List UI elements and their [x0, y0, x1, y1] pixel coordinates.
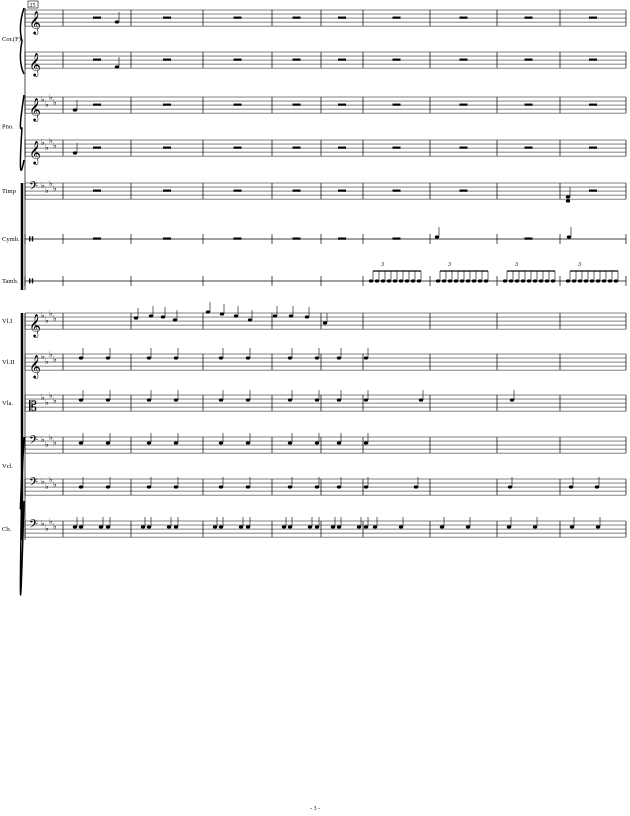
whole-rest	[525, 59, 533, 61]
whole-rest	[589, 147, 597, 149]
note-head	[373, 525, 377, 528]
whole-rest	[293, 104, 301, 106]
flat-icon: ♭	[45, 100, 49, 109]
whole-rest	[589, 104, 597, 106]
page-number: - 3 -	[310, 806, 320, 812]
tuplet-mark: 3	[448, 262, 451, 268]
note-head	[239, 525, 243, 528]
note-head	[364, 441, 368, 444]
clef-icon: 𝄢	[29, 434, 39, 450]
instrument-label-cb: Cb.	[2, 526, 12, 534]
whole-rest	[525, 104, 533, 106]
note-head	[106, 525, 110, 528]
whole-rest	[393, 147, 401, 149]
note-head	[466, 525, 470, 528]
note-head	[508, 485, 512, 488]
flat-icon: ♭	[41, 181, 45, 190]
instrument-label-pno: Pno.	[2, 123, 14, 131]
clef-icon: 𝄢	[29, 476, 39, 492]
note-head	[567, 235, 571, 238]
note-head	[566, 195, 570, 198]
flat-icon: ♭	[45, 482, 49, 491]
note-head	[566, 199, 570, 202]
note-head	[521, 279, 525, 282]
whole-rest	[525, 147, 533, 149]
whole-rest	[338, 17, 346, 19]
instrument-label-vl1: Vl.I	[2, 318, 13, 326]
instrument-label-cor: Cor.(F)	[2, 36, 21, 44]
flat-icon: ♭	[49, 350, 53, 359]
note-head	[288, 525, 292, 528]
clef-icon: 𝄥	[29, 232, 34, 248]
note-head	[448, 279, 452, 282]
whole-rest	[163, 104, 171, 106]
whole-rest	[234, 147, 242, 149]
whole-rest	[393, 104, 401, 106]
note-head	[161, 315, 165, 318]
whole-rest	[393, 17, 401, 19]
note-head	[288, 398, 292, 401]
note-head	[590, 279, 594, 282]
note-head	[399, 525, 403, 528]
note-head	[273, 314, 277, 317]
note-head	[381, 279, 385, 282]
note-head	[570, 525, 574, 528]
note-head	[174, 441, 178, 444]
flat-icon: ♭	[41, 138, 45, 147]
note-head	[173, 318, 177, 321]
whole-rest	[163, 147, 171, 149]
note-head	[308, 525, 312, 528]
whole-rest	[293, 17, 301, 19]
note-head	[578, 279, 582, 282]
note-head	[364, 398, 368, 401]
note-head	[219, 441, 223, 444]
flat-icon: ♭	[41, 519, 45, 528]
flat-icon: ♭	[53, 480, 57, 489]
note-head	[614, 279, 618, 282]
whole-rest	[338, 104, 346, 106]
note-head	[337, 398, 341, 401]
flat-icon: ♭	[41, 95, 45, 104]
notation	[29, 10, 618, 534]
note-head	[315, 356, 319, 359]
measure-number: 25	[29, 3, 36, 9]
note-head	[323, 321, 327, 324]
flat-icon: ♭	[49, 309, 53, 318]
note-head	[527, 279, 531, 282]
whole-rest	[234, 190, 242, 192]
tuplet-mark: 3	[578, 262, 581, 268]
note-head	[147, 485, 151, 488]
note-head	[106, 441, 110, 444]
note-head	[289, 314, 293, 317]
note-head	[364, 525, 368, 528]
instrument-label-tamb: Tamb.	[2, 278, 19, 285]
note-head	[246, 356, 250, 359]
whole-rest	[293, 190, 301, 192]
instrument-label-timp: Timp	[2, 188, 16, 196]
note-head	[584, 279, 588, 282]
clef-icon: 𝄢	[29, 180, 39, 196]
flat-icon: ♭	[41, 477, 45, 486]
flat-icon: ♭	[49, 391, 53, 400]
note-head	[219, 525, 223, 528]
note-head	[147, 356, 151, 359]
system-brackets	[20, 8, 25, 595]
note-head	[440, 525, 444, 528]
clef-icon: 𝄞	[29, 97, 41, 122]
note-head	[106, 356, 110, 359]
note-head	[79, 525, 83, 528]
note-head	[436, 279, 440, 282]
note-head	[466, 279, 470, 282]
flat-icon: ♭	[41, 435, 45, 444]
flat-icon: ♭	[53, 355, 57, 364]
whole-rest	[460, 59, 468, 61]
note-head	[147, 398, 151, 401]
note-head	[305, 315, 309, 318]
note-head	[115, 65, 119, 68]
note-head	[174, 485, 178, 488]
flat-icon: ♭	[45, 143, 49, 152]
clef-icon: 𝄡	[29, 399, 37, 416]
whole-rest	[393, 190, 401, 192]
note-head	[331, 525, 335, 528]
clef-icon: 𝄞	[29, 10, 41, 35]
note-head	[596, 525, 600, 528]
instrument-label-vl2: Vl.II	[2, 359, 15, 367]
note-head	[411, 279, 415, 282]
note-head	[414, 485, 418, 488]
note-head	[545, 279, 549, 282]
note-head	[167, 525, 171, 528]
note-head	[73, 108, 77, 111]
note-head	[608, 279, 612, 282]
note-head	[507, 525, 511, 528]
clef-icon: 𝄥	[29, 274, 34, 290]
note-head	[595, 485, 599, 488]
flat-icon: ♭	[45, 316, 49, 325]
note-head	[147, 441, 151, 444]
note-head	[315, 398, 319, 401]
note-head	[442, 279, 446, 282]
whole-rest	[589, 59, 597, 61]
whole-rest	[93, 238, 101, 240]
whole-rest	[163, 59, 171, 61]
flat-icon: ♭	[53, 141, 57, 150]
note-head	[337, 525, 341, 528]
note-head	[503, 279, 507, 282]
whole-rest	[293, 147, 301, 149]
whole-rest	[93, 190, 101, 192]
note-head	[337, 485, 341, 488]
clef-icon: 𝄞	[29, 52, 41, 77]
flat-icon: ♭	[45, 186, 49, 195]
note-head	[551, 279, 555, 282]
whole-rest	[93, 59, 101, 61]
note-head	[234, 314, 238, 317]
note-head	[282, 525, 286, 528]
note-head	[602, 279, 606, 282]
flat-icon: ♭	[45, 524, 49, 533]
whole-rest	[293, 238, 301, 240]
note-head	[99, 525, 103, 528]
note-head	[79, 441, 83, 444]
note-head	[596, 279, 600, 282]
note-head	[79, 356, 83, 359]
whole-rest	[338, 147, 346, 149]
flat-icon: ♭	[41, 393, 45, 402]
flat-icon: ♭	[45, 398, 49, 407]
note-head	[539, 279, 543, 282]
staves	[25, 10, 626, 537]
note-head	[315, 525, 319, 528]
note-head	[73, 525, 77, 528]
note-head	[246, 525, 250, 528]
note-head	[219, 485, 223, 488]
instrument-label-vcl: Vcl.	[2, 463, 14, 471]
note-head	[510, 398, 514, 401]
note-head	[387, 279, 391, 282]
whole-rest	[338, 59, 346, 61]
note-head	[364, 356, 368, 359]
note-head	[484, 279, 488, 282]
flat-icon: ♭	[49, 93, 53, 102]
note-head	[115, 20, 119, 23]
whole-rest	[93, 17, 101, 19]
whole-rest	[234, 17, 242, 19]
flat-icon: ♭	[45, 440, 49, 449]
note-head	[478, 279, 482, 282]
note-head	[219, 398, 223, 401]
whole-rest	[234, 238, 242, 240]
note-head	[149, 314, 153, 317]
clef-icon: 𝄢	[29, 518, 39, 534]
note-head	[454, 279, 458, 282]
flat-icon: ♭	[49, 136, 53, 145]
whole-rest	[234, 104, 242, 106]
note-head	[364, 485, 368, 488]
note-head	[357, 525, 361, 528]
note-head	[533, 525, 537, 528]
note-head	[393, 279, 397, 282]
flat-icon: ♭	[53, 184, 57, 193]
note-head	[79, 485, 83, 488]
whole-rest	[163, 238, 171, 240]
note-head	[288, 356, 292, 359]
note-head	[246, 398, 250, 401]
flat-icon: ♭	[41, 352, 45, 361]
note-head	[566, 279, 570, 282]
note-head	[73, 151, 77, 154]
whole-rest	[589, 17, 597, 19]
note-head	[375, 279, 379, 282]
flat-icon: ♭	[49, 433, 53, 442]
flat-icon: ♭	[53, 314, 57, 323]
note-head	[288, 441, 292, 444]
flat-icon: ♭	[49, 179, 53, 188]
note-head	[315, 441, 319, 444]
note-head	[369, 279, 373, 282]
flat-icon: ♭	[53, 522, 57, 531]
tuplet-mark: 3	[515, 262, 518, 268]
note-head	[472, 279, 476, 282]
note-head	[248, 318, 252, 321]
whole-rest	[460, 17, 468, 19]
flat-icon: ♭	[41, 311, 45, 320]
note-head	[435, 235, 439, 238]
note-head	[220, 312, 224, 315]
whole-rest	[93, 147, 101, 149]
note-head	[405, 279, 409, 282]
flat-icon: ♭	[49, 517, 53, 526]
note-head	[533, 279, 537, 282]
whole-rest	[460, 147, 468, 149]
note-head	[174, 356, 178, 359]
note-head	[106, 398, 110, 401]
whole-rest	[338, 238, 346, 240]
flat-icon: ♭	[53, 396, 57, 405]
whole-rest	[460, 190, 468, 192]
flat-icon: ♭	[53, 98, 57, 107]
note-head	[219, 356, 223, 359]
note-head	[79, 398, 83, 401]
clef-icon: 𝄞	[29, 140, 41, 165]
whole-rest	[525, 17, 533, 19]
note-head	[569, 485, 573, 488]
whole-rest	[293, 59, 301, 61]
clef-icon: 𝄞	[29, 354, 41, 379]
instrument-label-vla: Vla.	[2, 400, 14, 408]
whole-rest	[338, 190, 346, 192]
note-head	[147, 525, 151, 528]
whole-rest	[393, 238, 401, 240]
whole-rest	[93, 104, 101, 106]
whole-rest	[163, 17, 171, 19]
whole-rest	[234, 59, 242, 61]
note-head	[106, 485, 110, 488]
tuplet-mark: 3	[381, 262, 384, 268]
note-head	[419, 398, 423, 401]
note-head	[141, 525, 145, 528]
flat-icon: ♭	[53, 438, 57, 447]
clef-icon: 𝄞	[29, 313, 41, 338]
whole-rest	[393, 59, 401, 61]
note-head	[337, 356, 341, 359]
whole-rest	[460, 104, 468, 106]
note-head	[206, 310, 210, 313]
note-head	[460, 279, 464, 282]
whole-rest	[163, 190, 171, 192]
note-head	[315, 485, 319, 488]
note-head	[337, 441, 341, 444]
note-head	[246, 441, 250, 444]
whole-rest	[589, 190, 597, 192]
note-head	[174, 525, 178, 528]
instrument-label-cymb: Cymb.	[2, 236, 20, 243]
note-head	[174, 398, 178, 401]
note-head	[399, 279, 403, 282]
brace	[20, 95, 24, 170]
note-head	[134, 316, 138, 319]
flat-icon: ♭	[49, 475, 53, 484]
note-head	[288, 485, 292, 488]
note-head	[417, 279, 421, 282]
flat-icon: ♭	[45, 357, 49, 366]
note-head	[213, 525, 217, 528]
note-head	[246, 485, 250, 488]
note-head	[509, 279, 513, 282]
note-head	[572, 279, 576, 282]
note-head	[515, 279, 519, 282]
whole-rest	[525, 238, 533, 240]
